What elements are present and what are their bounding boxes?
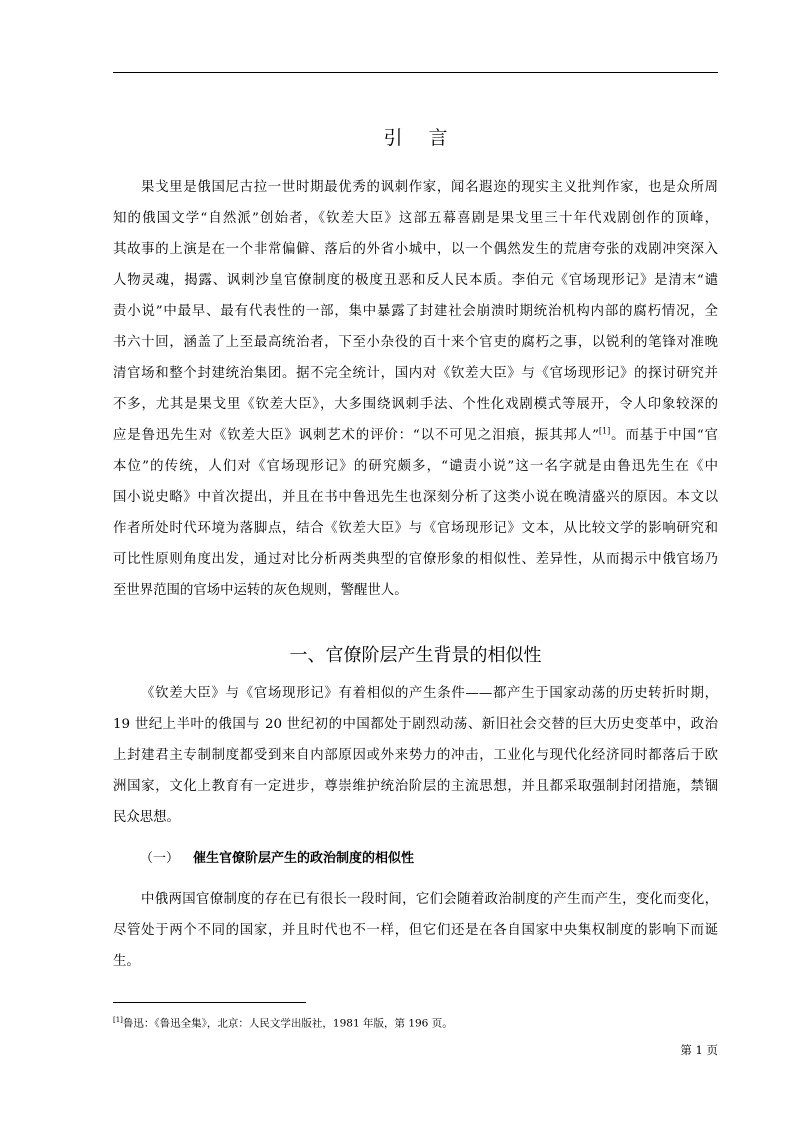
section-paragraph bbox=[113, 678, 718, 833]
subsection-paragraph bbox=[113, 884, 718, 977]
paragraph-line: 19 世纪上半叶的俄国与 20 世纪初的中国都处于剧烈动荡、新旧社会交替的巨大历史变革中，政治 bbox=[113, 717, 718, 732]
footnote-number: [1] bbox=[113, 1016, 123, 1024]
paragraph-line: 人物灵魂，揭露、讽刺沙皇官僚制度的极度丑恶和反人民本质。李伯元《官场现形记》是清末“谴 bbox=[113, 273, 718, 288]
paragraph-line-text: 应是鲁迅先生对《钦差大臣》讽刺艺术的评价：“以不可见之泪痕，振其邦人” bbox=[113, 428, 599, 443]
paragraph-line: 生。 bbox=[113, 954, 140, 969]
subsection-title bbox=[140, 845, 414, 873]
paragraph-line: 可比性原则角度出发，通过对比分析两类典型的官僚形象的相似性、差异性，从而揭示中俄官场乃 bbox=[113, 552, 718, 567]
subsection-heading: 催生官僚阶层产生的政治制度的相似性 bbox=[193, 851, 415, 866]
paragraph-line: 民众思想。 bbox=[113, 810, 180, 825]
paragraph-line: 《钦差大臣》与《官场现形记》有着相似的产生条件——都产生于国家动荡的历史转折时期， bbox=[141, 686, 718, 701]
paragraph-line: 国小说史略》中首次提出，并且在书中鲁迅先生也深刻分析了这类小说在晚清盛兴的原因。本文以 bbox=[113, 490, 718, 505]
paragraph-line: 不多，尤其是果戈里《钦差大臣》，大多围绕讽刺手法、个性化戏剧模式等展开，令人印象较深的 bbox=[113, 397, 718, 412]
paragraph-line: 清官场和整个封建统治集团。据不完全统计，国内对《钦差大臣》与《官场现形记》的探讨研究并 bbox=[113, 366, 718, 381]
paragraph-line: 其故事的上演是在一个非常偏僻、落后的外省小城中，以一个偶然发生的荒唐夸张的戏剧冲突深入 bbox=[113, 242, 718, 257]
paragraph-line: 至世界范围的官场中运转的灰色规则，警醒世人。 bbox=[113, 583, 408, 598]
paragraph-line: 书六十回，涵盖了上至最高统治者，下至小杂役的百十来个官吏的腐朽之事，以锐利的笔锋对准晚 bbox=[113, 335, 718, 350]
paragraph-line: 作者所处时代环境为落脚点，结合《钦差大臣》与《官场现形记》文本，从比较文学的影响研究和 bbox=[113, 521, 718, 536]
subsection-number: （一） bbox=[140, 851, 180, 866]
paragraph-line-with-footnote bbox=[113, 420, 718, 451]
paragraph-line: 知的俄国文学“自然派”创始者，《钦差大臣》这部五幕喜剧是果戈里三十年代戏剧创作的顶峰， bbox=[113, 211, 718, 226]
paragraph-line: 责小说”中最早、最有代表性的一部，集中暴露了封建社会崩溃时期统治机构内部的腐朽情况，全 bbox=[113, 304, 718, 319]
paragraph-line: 中俄两国官僚制度的存在已有很长一段时间，它们会随着政治制度的产生而产生，变化而变化， bbox=[141, 892, 718, 907]
footnote-text: 鲁迅：《鲁迅全集》，北京：人民文学出版社，1981 年版，第 196 页。 bbox=[122, 1017, 453, 1030]
section-title: 一、官僚阶层产生背景的相似性 bbox=[289, 645, 542, 666]
footnote-rule bbox=[113, 1002, 306, 1003]
paragraph-line: 本位”的传统，人们对《官场现形记》的研究颇多，“谴责小说”这一名字就是由鲁迅先生在《中 bbox=[113, 459, 718, 474]
intro-paragraph bbox=[113, 172, 718, 606]
intro-title: 引言 bbox=[383, 127, 474, 149]
paragraph-line: 上封建君主专制制度都受到来自内部原因或外来势力的冲击，工业化与现代化经济同时都落后于欧 bbox=[113, 748, 718, 763]
paragraph-line: 尽管处于两个不同的国家，并且时代也不一样，但它们还是在各自国家中央集权制度的影响下而诞 bbox=[113, 923, 718, 938]
paragraph-line-tail: 。而基于中国“官 bbox=[610, 428, 718, 443]
footnote-reference[interactable]: [1] bbox=[598, 426, 611, 436]
paragraph-line: 洲国家，文化上教育有一定进步，尊崇维护统治阶层的主流思想，并且都采取强制封闭措施，禁锢 bbox=[113, 779, 718, 794]
footnote bbox=[113, 1012, 453, 1032]
header-rule bbox=[113, 72, 718, 73]
paragraph-line: 果戈里是俄国尼古拉一世时期最优秀的讽刺作家，闻名遐迩的现实主义批判作家，也是众所周 bbox=[141, 180, 718, 195]
page-number: 第 1 页 bbox=[680, 1043, 718, 1057]
